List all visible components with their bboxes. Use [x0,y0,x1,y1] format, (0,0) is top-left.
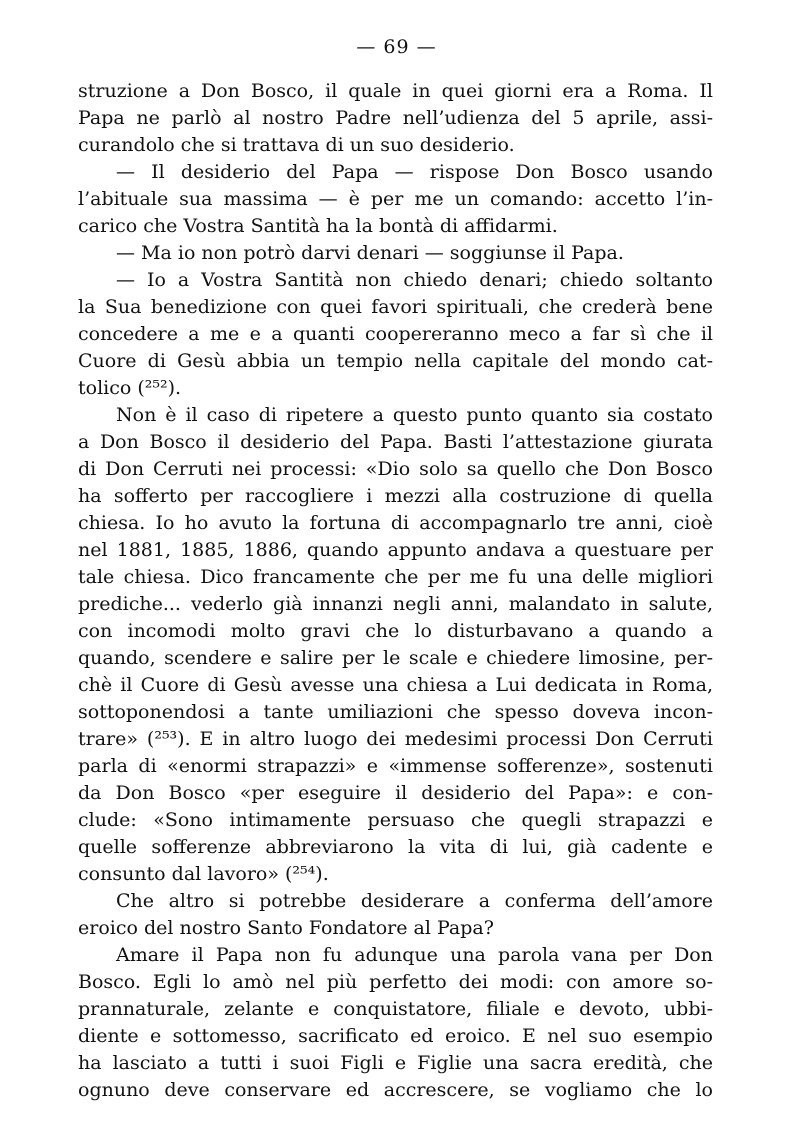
text-line: Papa ne parlò al nostro Padre nell’udienza del 5 aprile, assi- [78,107,713,129]
text-line: sottoponendosi a tante umiliazioni che spesso doveva incon- [78,701,713,723]
text-line: a Don Bosco il desiderio del Papa. Basti l’attestazione giurata [78,431,713,453]
text-line: chè il Cuore di Gesù avesse una chiesa a Lui dedicata in Roma, [78,674,713,696]
text-line: Bosco. Egli lo amò nel più perfetto dei modi: con amore so- [78,971,713,993]
text-line: — Il desiderio del Papa — rispose Don Bosco usando [116,161,713,183]
text-line: l’abituale sua massima — è per me un comando: accetto l’in- [78,188,713,210]
text-line: tale chiesa. Dico francamente che per me fu una delle migliori [78,566,713,588]
text-line: prannaturale, zelante e conquistatore, filiale e devoto, ubbi- [78,998,713,1020]
text-line: ognuno deve conservare ed accrescere, se vogliamo che lo [78,1079,713,1101]
text-line: ha lasciato a tutti i suoi Figli e Figlie una sacra eredità, che [78,1052,713,1074]
text-line: con incomodi molto gravi che lo disturbavano a quando a [78,620,713,642]
text-line: carico che Vostra Santità ha la bontà di affidarmi. [78,215,558,237]
text-line: tolico (²⁵²). [78,377,182,399]
text-line: ha sofferto per raccogliere i mezzi alla costruzione di quella [78,485,713,507]
text-line: quando, scendere e salire per le scale e chiedere limosine, per- [78,647,713,669]
text-line: — Io a Vostra Santità non chiedo denari; chiedo soltanto [116,269,713,291]
text-line: da Don Bosco «per eseguire il desiderio del Papa»: e con- [78,782,713,804]
text-line: Cuore di Gesù abbia un tempio nella capitale del mondo cat- [78,350,713,372]
body-text [78,78,713,1104]
text-line: di Don Cerruti nei processi: «Dio solo sa quello che Don Bosco [78,458,713,480]
text-line: trare» (²⁵³). E in altro luogo dei medesimi processi Don Cerruti [78,728,713,750]
text-line: struzione a Don Bosco, il quale in quei giorni era a Roma. Il [78,80,713,102]
text-line: quelle sofferenze abbreviarono la vita di lui, già cadente e [78,836,713,858]
text-line: curandolo che si trattava di un suo desiderio. [78,134,515,156]
text-line: clude: «Sono intimamente persuaso che quegli strapazzi e [78,809,713,831]
page-number: — 69 — [356,36,437,58]
text-line: Che altro si potrebbe desiderare a conferma dell’amore [116,890,713,912]
text-line: parla di «enormi strapazzi» e «immense sofferenze», sostenuti [78,755,713,777]
text-line: eroico del nostro Santo Fondatore al Papa? [78,917,494,939]
text-line: — Ma io non potrò darvi denari — soggiunse il Papa. [116,242,624,264]
text-line: Non è il caso di ripetere a questo punto quanto sia costato [116,404,713,426]
text-line: consunto dal lavoro» (²⁵⁴). [78,863,329,885]
text-line: prediche... vederlo già innanzi negli anni, malandato in salute, [78,593,713,615]
text-line: chiesa. Io ho avuto la fortuna di accompagnarlo tre anni, cioè [78,512,713,534]
text-line: la Sua benedizione con quei favori spirituali, che crederà bene [78,296,713,318]
text-line: nel 1881, 1885, 1886, quando appunto andava a questuare per [78,539,713,561]
text-line: concedere a me e a quanti coopereranno meco a far sì che il [78,323,713,345]
text-line: Amare il Papa non fu adunque una parola vana per Don [116,944,713,966]
text-line: diente e sottomesso, sacrificato ed eroico. E nel suo esempio [78,1025,713,1047]
